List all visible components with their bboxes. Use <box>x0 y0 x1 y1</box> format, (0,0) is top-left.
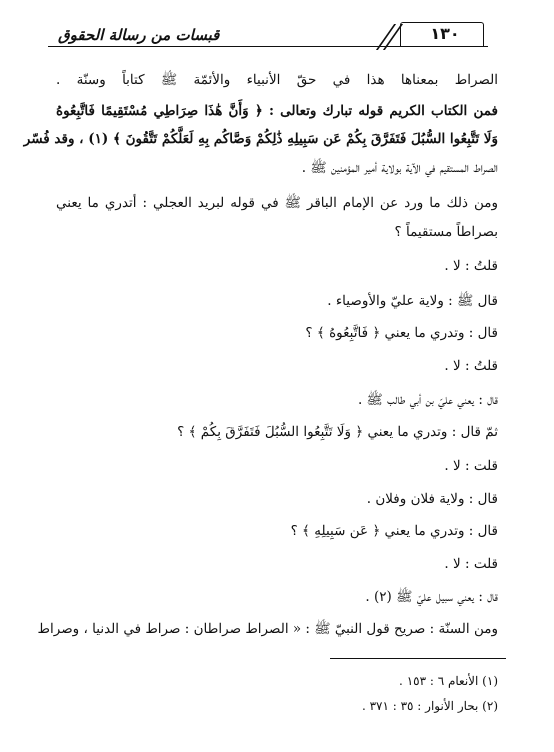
text-line: الصراط المستقيم في الآية بولاية أمير المؤمنين ﷺ . <box>301 160 498 176</box>
text-line: قال : يعني عليّ بن أبي طالب ﷺ . <box>357 392 498 408</box>
text-line: ومن ذلك ما ورد عن الإمام الباقر ﷺ في قوله لبريد العجلي : أتدري ما يعني <box>56 195 498 211</box>
text-line: فمن الكتاب الكريم قوله تبارك وتعالى : ﴿ وَأَنَّ هَٰذَا صِرَاطِي مُسْتَقِيمًا فَاتَّبِعُوهُ <box>56 103 498 119</box>
text-line: قال : وتدري ما يعني ﴿ عَن سَبِيلِهِ ﴾ ؟ <box>290 523 498 539</box>
text-line: قلتُ : لا . <box>444 258 498 274</box>
text-line: قال : ولاية فلان وفلان . <box>366 491 498 507</box>
footnote-separator <box>330 658 506 659</box>
text-line: قلت : لا . <box>444 458 498 474</box>
text-line: قال : يعني سبيل عليّ ﷺ (٢) . <box>365 589 498 605</box>
text-line: ومن السنّة : صريح قول النبيّ ﷺ : « الصراط صراطان : صراط في الدنيا ، وصراط <box>37 621 498 637</box>
page-number: ١٣٠ <box>430 24 460 43</box>
text-line: بصراطاً مستقيماً ؟ <box>394 224 498 240</box>
text-line: قال ﷺ : ولاية عليّ والأوصياء . <box>327 293 498 309</box>
text-line: وَلَا تَتَّبِعُوا السُّبُلَ فَتَفَرَّقَ بِكُمْ عَن سَبِيلِهِ ذَٰلِكُمْ وَصَّاكُم بِهِ لَعَلَّكُمْ تَتَّقُونَ ﴾ (١) ، وقد فُسّر <box>23 131 498 147</box>
text-line: قلتُ : لا . <box>444 358 498 374</box>
text-line: قلت : لا . <box>444 556 498 572</box>
header-rule <box>48 46 488 47</box>
text-line: الصراط بمعناها هذا في حقّ الأنبياء والأئمّة ﷺ كتاباً وسنّة . <box>56 72 498 88</box>
footnote: (١) الأنعام ٦ : ١٥٣ . <box>399 674 498 688</box>
text-line: قال : وتدري ما يعني ﴿ فَاتَّبِعُوهُ ﴾ ؟ <box>305 325 498 341</box>
running-head-title: قبسات من رسالة الحقوق <box>58 26 220 44</box>
text-line: ثمّ قال : وتدري ما يعني ﴿ وَلَا تَتَّبِعُوا السُّبُلَ فَتَفَرَّقَ بِكُمْ ﴾ ؟ <box>177 424 498 440</box>
footnote: (٢) بحار الأنوار : ٣٥ : ٣٧١ . <box>361 699 498 713</box>
